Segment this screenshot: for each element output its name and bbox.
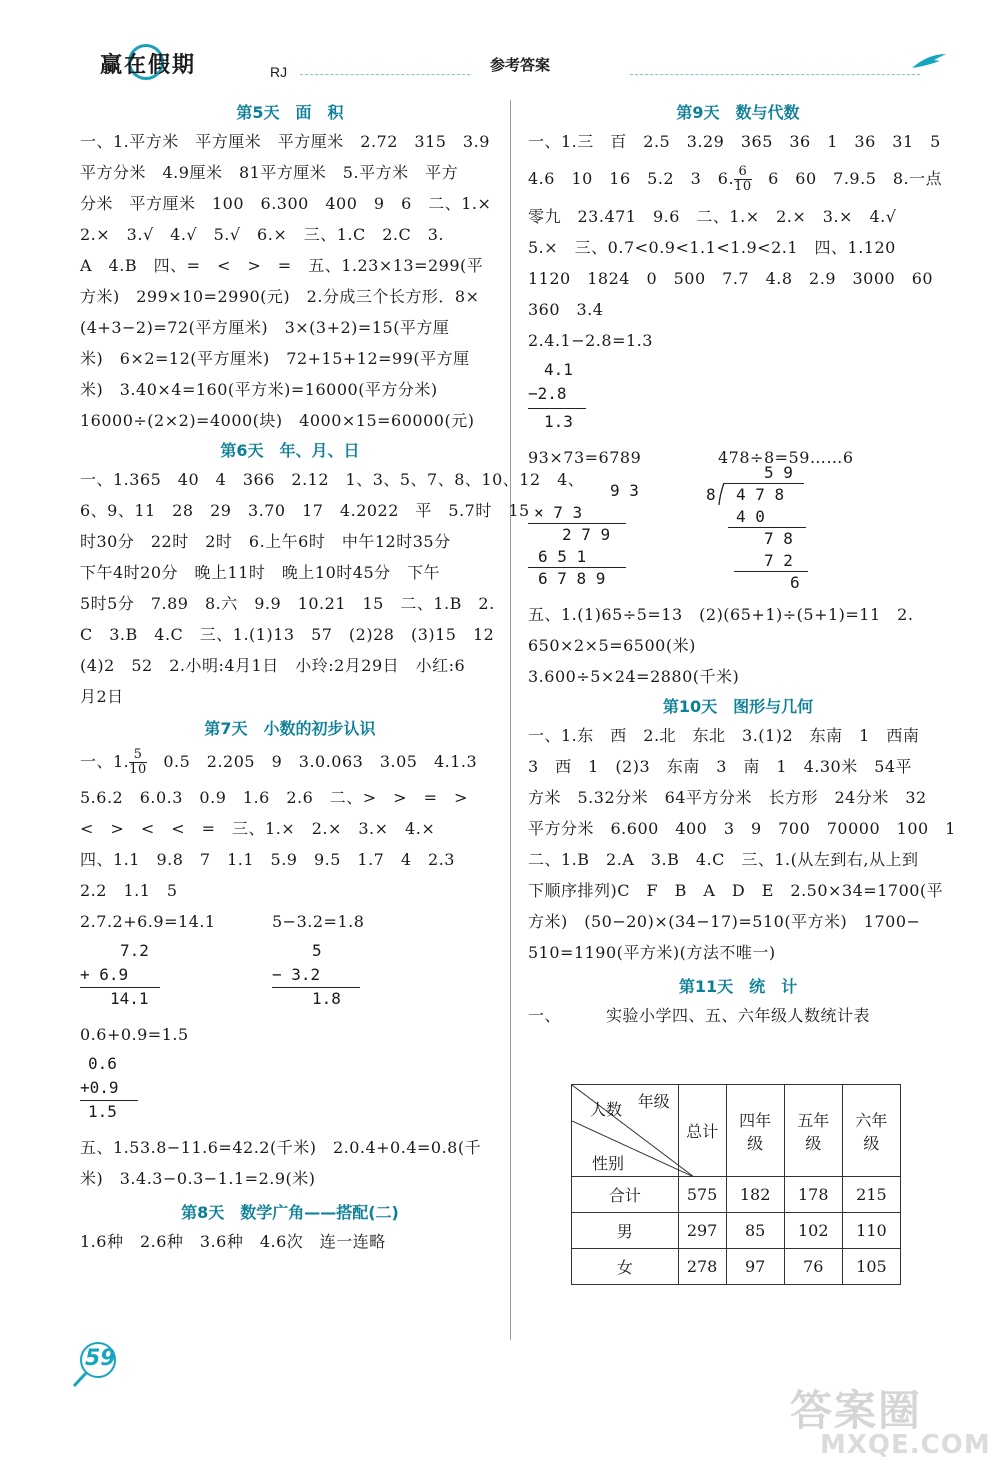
- vertical-addition: 0.6 +0.9 1.5: [80, 1050, 500, 1132]
- header-cell: 六年级: [842, 1085, 900, 1177]
- watermark: 答案圈 MXQE.COM: [790, 1386, 991, 1460]
- header-cell: 总计: [678, 1085, 726, 1177]
- answer-line: 650×2×5=6500(米): [528, 636, 696, 655]
- header-cell: 四年级: [726, 1085, 784, 1177]
- answer-line: 下午4时20分 晚上11时 晚上10时45分 下午: [80, 563, 441, 582]
- table-cell: 297: [678, 1213, 726, 1249]
- edition-label: RJ: [270, 64, 288, 80]
- answer-line: 平方分米 6.600 400 3 9 700 70000 100 1: [528, 819, 956, 838]
- answer-line: 方米) 299×10=2990(元) 2.分成三个长方形．8×: [80, 287, 480, 306]
- answer-line: 一、 实验小学四、五、六年级人数统计表: [528, 1000, 948, 1031]
- row-label: 女: [572, 1249, 679, 1285]
- vertical-addition: 7.2 + 6.9 14.1 5 − 3.2 1.8: [80, 937, 500, 1019]
- answer-line: 5时5分 7.89 8.六 9.9 10.21 15 二、1.B 2.: [80, 594, 495, 613]
- answer-line: 米) 3.40×4=160(平方米)=16000(平方分米): [80, 380, 438, 399]
- section-title: 第11天 统 计: [678, 977, 798, 996]
- division-bracket: [718, 482, 728, 506]
- answer-block: [528, 201, 948, 356]
- vertical-multiplication: 9 3 × 7 3 2 7 9 6 5 1 6 7 8 9 5 9 8 4 7 8 4 0 7 8 7 2 6: [528, 473, 948, 593]
- answer-line: 一、1.365 40 4 366 2.12 1、3、5、7、8、10、12 4、: [80, 470, 585, 489]
- statistics-table: [571, 1084, 901, 1285]
- answer-line: 3 西 1 (2)3 东南 3 南 1 4.30米 54平: [528, 757, 913, 776]
- vertical-subtraction: 4.1 −2.8 1.3: [528, 356, 948, 442]
- answer-line: (4)2 52 2.小明:4月1日 小玲:2月29日 小红:6: [80, 656, 466, 675]
- header-cell: 五年级: [784, 1085, 842, 1177]
- table-row: [572, 1249, 901, 1285]
- answer-block: [528, 720, 956, 968]
- fraction: $\frac{6}{10}$: [734, 164, 752, 194]
- answer-line: 月2日: [80, 687, 124, 706]
- table-cell: 76: [784, 1249, 842, 1285]
- section-title: 第6天 年、月、日: [220, 441, 360, 460]
- answer-line: (4+3−2)=72(平方厘米) 3×(3+2)=15(平方厘: [80, 318, 450, 337]
- answer-line: 0.6+0.9=1.5: [80, 1025, 189, 1044]
- answer-line: 一、1.东 西 2.北 东北 3.(1)2 东南 1 西南: [528, 726, 920, 745]
- answer-line: 510=1190(平方米)(方法不唯一): [528, 943, 776, 962]
- answer-line: A 4.B 四、= < > = 五、1.23×13=299(平: [80, 256, 484, 275]
- table-cell: 182: [726, 1177, 784, 1213]
- answer-line: 一、1. $\frac{5}{10}$ 0.5 2.205 9 3.0.063 3.05 4.1.3: [80, 747, 478, 777]
- table-row: [572, 1213, 901, 1249]
- answer-line: 1120 1824 0 500 7.7 4.8 2.9 3000 60: [528, 269, 934, 288]
- answer-line: 3.600÷5×24=2880(千米): [528, 667, 740, 686]
- answer-line: 6、9、11 28 29 3.70 17 4.2022 平 5.7时 15: [80, 501, 530, 520]
- page-header: [70, 40, 950, 80]
- answer-line: 分米 平方厘米 100 6.300 400 9 6 二、1.×: [80, 194, 492, 213]
- answer-line: 五、1.53.8−11.6=42.2(千米) 2.0.4+0.4=0.8(千: [80, 1138, 482, 1157]
- table-title: 实验小学四、五、六年级人数统计表: [606, 1006, 871, 1025]
- answer-line: 5.× 三、0.7<0.9<1.1<1.9<2.1 四、1.120: [528, 238, 896, 257]
- answer-line: 米) 3.4.3−0.3−1.1=2.9(米): [80, 1169, 316, 1188]
- row-label: 男: [572, 1213, 679, 1249]
- answer-line: 米) 6×2=12(平方厘米) 72+15+12=99(平方厘: [80, 349, 470, 368]
- fraction: $\frac{5}{10}$: [129, 747, 147, 777]
- table-cell: 97: [726, 1249, 784, 1285]
- book-logo: [70, 46, 230, 76]
- answer-line: C 3.B 4.C 三、1.(1)13 57 (2)28 (3)15 12: [80, 625, 495, 644]
- answer-line: 四、1.1 9.8 7 1.1 5.9 9.5 1.7 4 2.3: [80, 850, 455, 869]
- answer-line: 一、1.三 百 2.5 3.29 365 36 1 36 31 5: [528, 132, 941, 151]
- page-number: 59: [85, 1346, 116, 1371]
- table-cell: 85: [726, 1213, 784, 1249]
- answer-line: 4.6 10 16 5.2 3 6. $\frac{6}{10}$ 6 60 7.9.5 8.一点: [528, 164, 943, 194]
- answer-line: 平方分米 4.9厘米 81平方厘米 5.平方米 平方: [80, 163, 459, 182]
- answer-line: 零九 23.471 9.6 二、1.× 2.× 3.× 4.√: [528, 207, 897, 226]
- section-title: 第10天 图形与几何: [662, 697, 814, 716]
- section-title: 第5天 面 积: [236, 103, 344, 122]
- answer-line: 2.4.1−2.8=1.3: [528, 331, 653, 350]
- answer-line: 2.7.2+6.9=14.1 5−3.2=1.8: [80, 912, 365, 931]
- table-cell: 278: [678, 1249, 726, 1285]
- answer-block: [80, 464, 585, 712]
- answer-line: 2.2 1.1 5: [80, 881, 178, 900]
- answer-block: [80, 782, 500, 906]
- answer-line: 方米 5.32分米 64平方分米 长方形 24分米 32: [528, 788, 927, 807]
- answer-line: 360 3.4: [528, 300, 604, 319]
- header-title: 参考答案: [490, 56, 551, 74]
- diagonal-header-cell: 年级 人数 性别: [572, 1085, 679, 1177]
- swoosh-icon: [910, 52, 948, 70]
- right-column: [528, 100, 956, 1031]
- answer-line: 1.6种 2.6种 3.6种 4.6次 连一连略: [80, 1232, 386, 1251]
- answer-line: 时30分 22时 2时 6.上午6时 中午12时35分: [80, 532, 451, 551]
- answer-block: [528, 599, 948, 692]
- answer-line: 5.6.2 6.0.3 0.9 1.6 2.6 二、> > = >: [80, 788, 468, 807]
- answer-line: 一、1.平方米 平方厘米 平方厘米 2.72 315 3.9: [80, 132, 490, 151]
- answer-line: 二、1.B 2.A 3.B 4.C 三、1.(从左到右,从上到: [528, 850, 919, 869]
- answer-block: [80, 126, 500, 436]
- row-label: 合计: [572, 1177, 679, 1213]
- answer-line: 16000÷(2×2)=4000(块) 4000×15=60000(元): [80, 411, 475, 430]
- table-cell: 105: [842, 1249, 900, 1285]
- table-row: [572, 1177, 901, 1213]
- table-cell: 575: [678, 1177, 726, 1213]
- logo-text: 赢在假期: [100, 53, 197, 78]
- section-title: 第9天 数与代数: [676, 103, 800, 122]
- answer-line: 2.× 3.√ 4.√ 5.√ 6.× 三、1.C 2.C 3.: [80, 225, 445, 244]
- table-cell: 178: [784, 1177, 842, 1213]
- column-divider: [510, 100, 511, 1340]
- section-title: 第8天 数学广角——搭配(二): [181, 1203, 399, 1222]
- answer-block: [80, 1132, 500, 1194]
- answer-line: 93×73=6789 478÷8=59……6: [528, 448, 854, 467]
- answer-line: 五、1.(1)65÷5=13 (2)(65+1)÷(5+1)=11 2.: [528, 605, 914, 624]
- answer-line: < > < < = 三、1.× 2.× 3.× 4.×: [80, 819, 436, 838]
- answer-line: 方米) (50−20)×(34−17)=510(平方米) 1700−: [528, 912, 921, 931]
- answer-line: 下顺序排列)C F B A D E 2.50×34=1700(平: [528, 881, 944, 900]
- section-title: 第7天 小数的初步认识: [204, 719, 376, 738]
- table-cell: 110: [842, 1213, 900, 1249]
- table-cell: 102: [784, 1213, 842, 1249]
- table-cell: 215: [842, 1177, 900, 1213]
